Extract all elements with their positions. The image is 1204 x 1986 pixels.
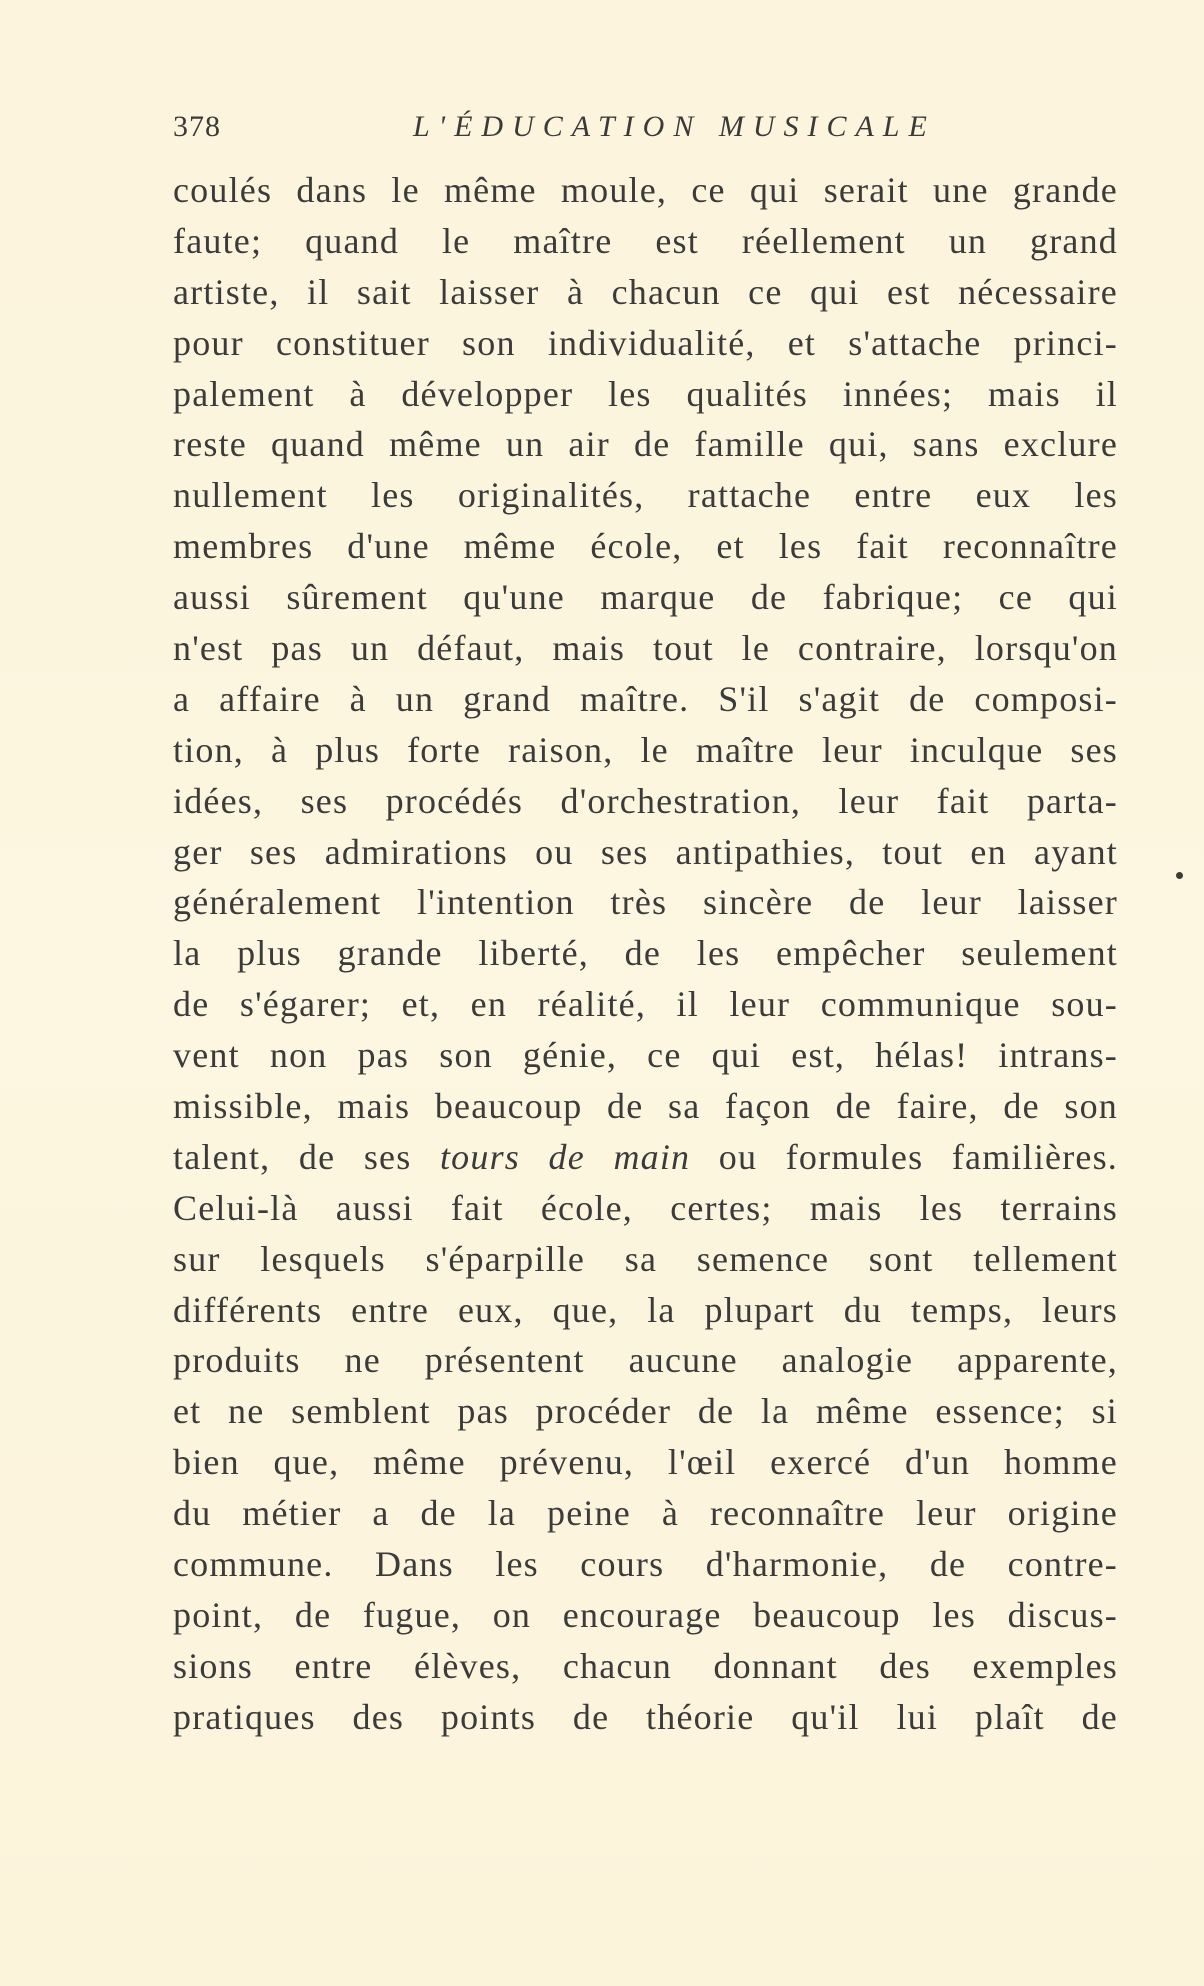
- italic-phrase: tours de main: [439, 1136, 691, 1177]
- text-fragment: talent, de ses: [173, 1136, 440, 1177]
- text-line: coulés dans le même moule, ce qui serait une grande: [173, 170, 1118, 210]
- text-line: aussi sûrement qu'une marque de fabrique; ce qui: [173, 577, 1118, 618]
- ink-speck: [1176, 872, 1183, 879]
- text-line: de s'égarer; et, en réalité, il leur communique sou-: [173, 984, 1118, 1025]
- text-line: bien que, même prévenu, l'œil exercé d'un homme: [173, 1442, 1118, 1483]
- text-line: généralement l'intention très sincère de leur laisser: [173, 882, 1118, 923]
- text-line: du métier a de la peine à reconnaître leur origine: [173, 1493, 1118, 1534]
- text-line: faute; quand le maître est réellement un grand: [173, 220, 1118, 261]
- text-line: pratiques des points de théorie qu'il lui plaît de: [173, 1696, 1118, 1737]
- text-line: nullement les originalités, rattache entre eux les: [173, 475, 1118, 516]
- text-line: reste quand même un air de famille qui, sans exclure: [173, 424, 1118, 465]
- page-number: 378: [173, 110, 221, 143]
- text-line: missible, mais beaucoup de sa façon de faire, de son: [173, 1086, 1118, 1127]
- text-line: sions entre élèves, chacun donnant des exemples: [173, 1645, 1118, 1686]
- text-line: Celui-là aussi fait école, certes; mais les terrains: [173, 1187, 1118, 1228]
- text-line: pour constituer son individualité, et s'attache princi-: [173, 322, 1118, 363]
- text-line: produits ne présentent aucune analogie apparente,: [173, 1340, 1118, 1381]
- text-line: et ne semblent pas procéder de la même essence; si: [173, 1391, 1118, 1432]
- running-title: L'ÉDUCATION MUSICALE: [413, 110, 936, 143]
- text-line: ger ses admirations ou ses antipathies, tout en ayant: [173, 831, 1118, 872]
- text-line: commune. Dans les cours d'harmonie, de contre-: [173, 1544, 1118, 1585]
- text-line: différents entre eux, que, la plupart du temps, leurs: [173, 1289, 1118, 1330]
- text-line: la plus grande liberté, de les empêcher seulement: [173, 933, 1118, 974]
- text-line-italic: [173, 1132, 1118, 1183]
- body-text: [173, 165, 1118, 1743]
- text-line: palement à développer les qualités innées; mais il: [173, 373, 1118, 414]
- text-line: sur lesquels s'éparpille sa semence sont tellement: [173, 1238, 1118, 1279]
- text-line: idées, ses procédés d'orchestration, leur fait parta-: [173, 780, 1118, 821]
- text-line: point, de fugue, on encourage beaucoup les discus-: [173, 1594, 1118, 1635]
- text-line: membres d'une même école, et les fait reconnaître: [173, 526, 1118, 567]
- text-line: artiste, il sait laisser à chacun ce qui est nécessaire: [173, 271, 1118, 312]
- text-line: a affaire à un grand maître. S'il s'agit de composi-: [173, 678, 1118, 719]
- text-fragment: ou formules familières.: [690, 1136, 1118, 1177]
- text-line: n'est pas un défaut, mais tout le contraire, lorsqu'on: [173, 628, 1118, 669]
- page-header: [173, 110, 1118, 150]
- text-line: vent non pas son génie, ce qui est, hélas! intrans-: [173, 1035, 1118, 1076]
- text-line: tion, à plus forte raison, le maître leur inculque ses: [173, 729, 1118, 770]
